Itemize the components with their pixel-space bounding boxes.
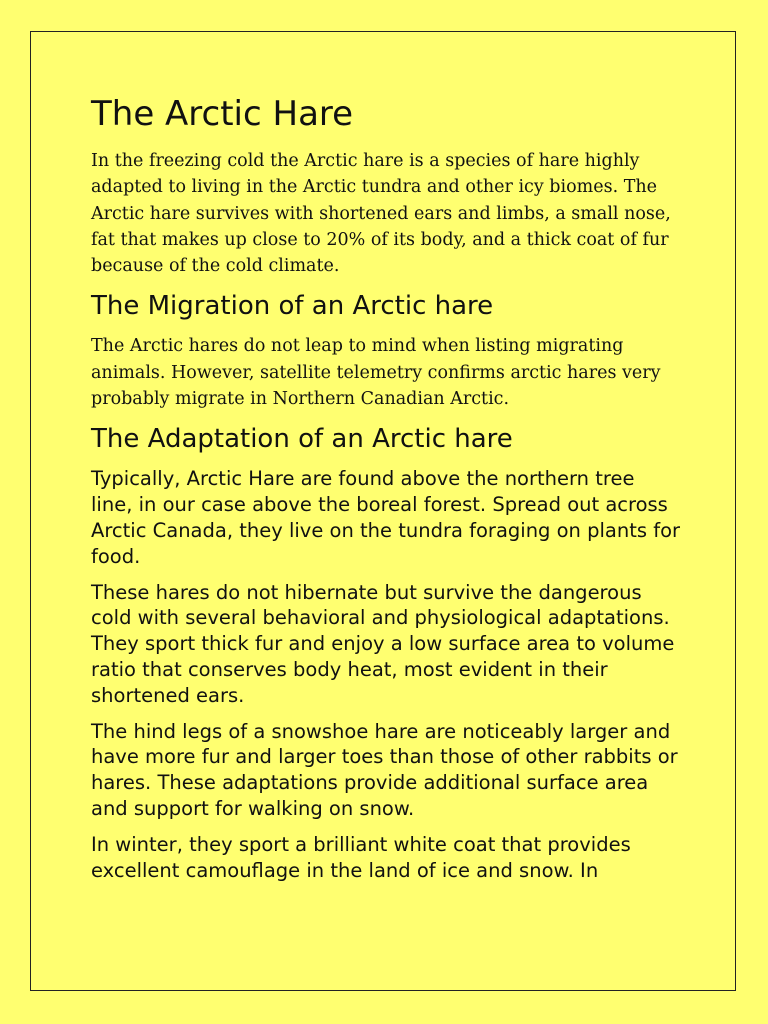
document-body [91,92,691,893]
migration-paragraph: The Arctic hares do not leap to mind when listing migrating animals. However, satellite telemetry confirms arctic hares very probably migrate in Northern Canadian Arctic. [91,336,661,410]
adaptation-paragraph: In winter, they sport a brilliant white coat that provides excellent camouflage in the land of ice and snow. In [91,832,631,882]
intro-paragraph: In the freezing cold the Arctic hare is a species of hare highly adapted to living in the Arctic tundra and other icy biomes. The Arctic hare survives with shortened ears and limbs, a small nose, fat that makes up close to 20% of its body, and a thick coat of fur because of the cold climate. [91,151,671,277]
adaptation-paragraph: The hind legs of a snowshoe hare are noticeably larger and have more fur and larger toes than those of other rabbits or hares. These adaptations provide additional surface area and support for walking on snow. [91,719,678,820]
adaptation-paragraph: Typically, Arctic Hare are found above the northern tree line, in our case above the boreal forest. Spread out across Arctic Canada, they live on the tundra foraging on plants for food. [91,467,681,568]
adaptation-paragraph: These hares do not hibernate but survive the dangerous cold with several behavioral and physiological adaptations. They sport thick fur and enjoy a low surface area to volume ratio that conserves body heat, most evident in their shortened ears. [91,580,675,707]
migration-heading: The Migration of an Arctic hare [91,291,494,322]
page-title: The Arctic Hare [91,94,354,134]
adaptation-heading: The Adaptation of an Arctic hare [91,424,513,455]
